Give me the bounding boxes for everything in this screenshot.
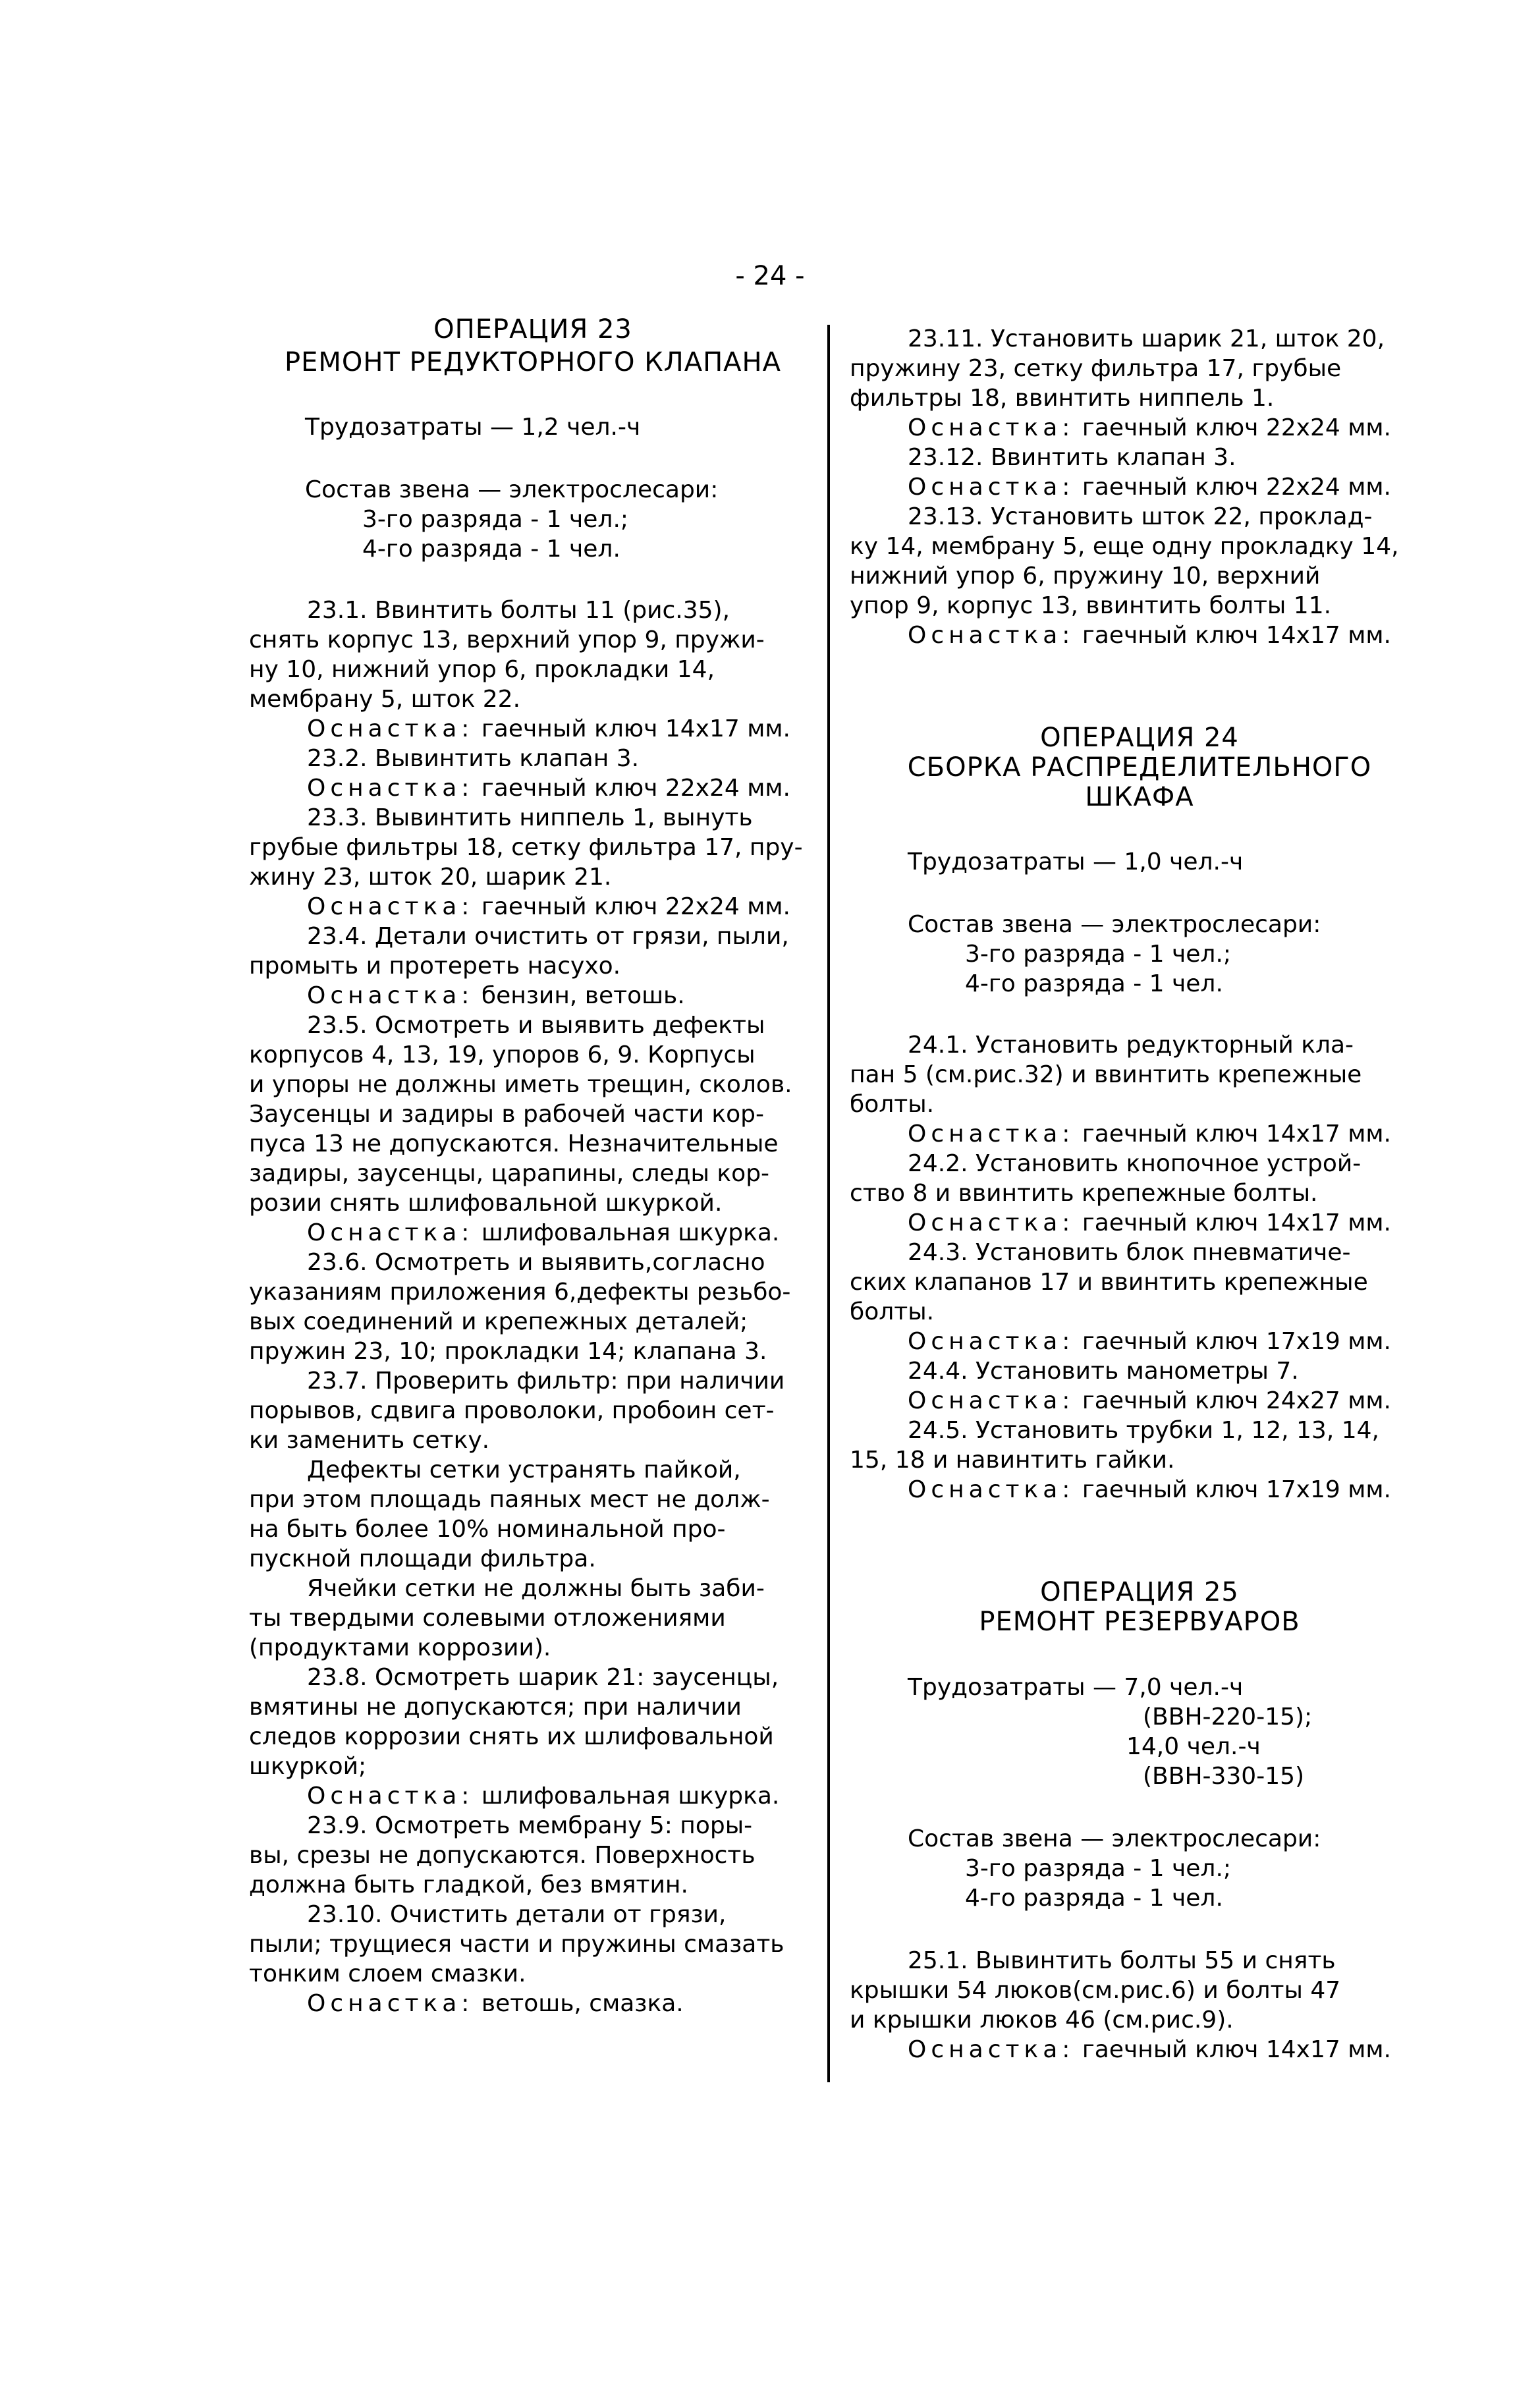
text-line: вых соединений и крепежных деталей; [249, 1308, 748, 1335]
tooling-line [908, 1209, 1391, 1238]
tooling-label: Оснастка: [908, 622, 1075, 649]
text-line: Заусенцы и задиры в рабочей части кор- [249, 1101, 764, 1128]
tooling-value: ветошь, смазка. [481, 1990, 684, 2017]
tooling-value: гаечный ключ 14x17 мм. [1082, 2036, 1391, 2063]
text-line: Дефекты сетки устранять пайкой, [307, 1456, 741, 1483]
tooling-label: Оснастка: [908, 1387, 1075, 1414]
tooling-line [908, 1120, 1391, 1149]
text-line: болты. [850, 1298, 935, 1325]
step-24-4: 24.4. Установить манометры 7. [908, 1358, 1299, 1385]
crew-line: Состав звена — электрослесари: [908, 911, 1321, 938]
crew-grade-3: 3-го разряда - 1 чел.; [362, 506, 629, 533]
tooling-line [908, 621, 1391, 650]
text-line: фильтры 18, ввинтить ниппель 1. [850, 385, 1275, 412]
tooling-label: Оснастка: [307, 775, 474, 802]
tooling-line [307, 982, 685, 1011]
step-24-1: 24.1. Установить редукторный кла- [908, 1032, 1354, 1059]
operation-24-number: ОПЕРАЦИЯ 24 [1040, 723, 1239, 753]
text-line: снять корпус 13, верхний упор 9, пружи- [249, 626, 765, 653]
labor-model-1: (ВВН-220-15); [1143, 1703, 1313, 1731]
tooling-line [307, 774, 790, 803]
column-divider [827, 325, 830, 2082]
step-23-4: 23.4. Детали очистить от грязи, пыли, [307, 923, 789, 950]
text-line: крышки 54 люков(см.рис.6) и болты 47 [850, 1977, 1341, 2004]
tooling-label: Оснастка: [908, 2036, 1075, 2063]
tooling-label: Оснастка: [908, 1328, 1075, 1355]
text-line: (продуктами коррозии). [249, 1634, 551, 1661]
step-23-12: 23.12. Ввинтить клапан 3. [908, 444, 1236, 471]
operation-25-title: РЕМОНТ РЕЗЕРВУАРОВ [979, 1607, 1300, 1637]
step-23-2: 23.2. Вывинтить клапан 3. [307, 745, 640, 772]
step-24-5: 24.5. Установить трубки 1, 12, 13, 14, [908, 1417, 1379, 1444]
text-line: должна быть гладкой, без вмятин. [249, 1871, 688, 1898]
tooling-label: Оснастка: [307, 982, 474, 1009]
text-line: порывов, сдвига проволоки, пробоин сет- [249, 1397, 775, 1424]
tooling-label: Оснастка: [307, 1219, 474, 1246]
crew-grade-4: 4-го разряда - 1 чел. [965, 970, 1223, 997]
tooling-label: Оснастка: [908, 414, 1075, 441]
text-line: Ячейки сетки не должны быть заби- [307, 1575, 765, 1602]
tooling-value: гаечный ключ 17x19 мм. [1082, 1476, 1391, 1503]
text-line: вмятины не допускаются; при наличии [249, 1694, 742, 1721]
tooling-line [908, 1387, 1391, 1416]
text-line: тонким слоем смазки. [249, 1960, 526, 1987]
labor-line: Трудозатраты — 1,0 чел.-ч [908, 848, 1244, 875]
crew-line: Состав звена — электрослесари: [908, 1825, 1321, 1852]
tooling-line [908, 2036, 1391, 2064]
tooling-value: шлифовальная шкурка. [481, 1219, 780, 1246]
tooling-value: гаечный ключ 14x17 мм. [1082, 1209, 1391, 1236]
step-23-3: 23.3. Вывинтить ниппель 1, вынуть [307, 804, 753, 831]
step-23-10: 23.10. Очистить детали от грязи, [307, 1901, 727, 1928]
tooling-value: шлифовальная шкурка. [481, 1783, 780, 1810]
labor-line: Трудозатраты — 1,2 чел.-ч [305, 414, 641, 441]
tooling-line [908, 473, 1391, 502]
text-line: ских клапанов 17 и ввинтить крепежные [850, 1269, 1368, 1296]
step-24-3: 24.3. Установить блок пневматиче- [908, 1239, 1351, 1266]
text-line: и крышки люков 46 (см.рис.9). [850, 2007, 1234, 2034]
tooling-value: гаечный ключ 22x24 мм. [1082, 474, 1391, 501]
text-line: ну 10, нижний упор 6, прокладки 14, [249, 656, 715, 683]
step-25-1: 25.1. Вывинтить болты 55 и снять [908, 1947, 1336, 1974]
step-23-1: 23.1. Ввинтить болты 11 (рис.35), [307, 597, 730, 624]
tooling-label: Оснастка: [307, 1783, 474, 1810]
text-line: шкуркой; [249, 1753, 367, 1780]
step-23-11: 23.11. Установить шарик 21, шток 20, [908, 325, 1385, 352]
tooling-line [307, 1989, 684, 2018]
operation-25-number: ОПЕРАЦИЯ 25 [1040, 1577, 1239, 1607]
text-line: жину 23, шток 20, шарик 21. [249, 864, 612, 891]
tooling-line [908, 414, 1391, 443]
tooling-value: бензин, ветошь. [481, 982, 685, 1009]
text-line: болты. [850, 1091, 935, 1118]
tooling-line [307, 893, 790, 922]
step-23-9: 23.9. Осмотреть мембрану 5: поры- [307, 1812, 753, 1839]
text-line: корпусов 4, 13, 19, упоров 6, 9. Корпусы [249, 1041, 756, 1068]
step-23-7: 23.7. Проверить фильтр: при наличии [307, 1368, 785, 1395]
operation-23-title: РЕМОНТ РЕДУКТОРНОГО КЛАПАНА [285, 347, 781, 377]
tooling-label: Оснастка: [307, 893, 474, 920]
labor-line: Трудозатраты — 7,0 чел.-ч [908, 1674, 1244, 1701]
text-line: 15, 18 и навинтить гайки. [850, 1447, 1175, 1474]
tooling-value: гаечный ключ 22x24 мм. [1082, 414, 1391, 441]
text-line: ты твердыми солевыми отложениями [249, 1605, 726, 1632]
crew-grade-4: 4-го разряда - 1 чел. [362, 536, 620, 563]
tooling-label: Оснастка: [908, 1209, 1075, 1236]
tooling-label: Оснастка: [908, 1121, 1075, 1148]
labor-model-2: (ВВН-330-15) [1143, 1763, 1305, 1790]
tooling-line [307, 1782, 779, 1811]
text-line: при этом площадь паяных мест не долж- [249, 1486, 770, 1513]
page-number: - 24 - [735, 261, 805, 291]
step-23-6: 23.6. Осмотреть и выявить,согласно [307, 1249, 765, 1276]
text-line: грубые фильтры 18, сетку фильтра 17, пру- [249, 834, 803, 861]
tooling-line [307, 1219, 779, 1248]
crew-grade-4: 4-го разряда - 1 чел. [965, 1885, 1223, 1912]
text-line: ство 8 и ввинтить крепежные болты. [850, 1180, 1318, 1207]
operation-23-number: ОПЕРАЦИЯ 23 [433, 314, 632, 345]
text-line: упор 9, корпус 13, ввинтить болты 11. [850, 592, 1332, 619]
tooling-value: гаечный ключ 14x17 мм. [1082, 622, 1391, 649]
text-line: задиры, заусенцы, царапины, следы кор- [249, 1160, 770, 1187]
tooling-value: гаечный ключ 22x24 мм. [481, 893, 790, 920]
text-line: пыли; трущиеся части и пружины смазать [249, 1931, 784, 1958]
text-line: вы, срезы не допускаются. Поверхность [249, 1842, 756, 1869]
labor-line-2: 14,0 чел.-ч [1126, 1733, 1261, 1760]
text-line: пан 5 (см.рис.32) и ввинтить крепежные [850, 1061, 1362, 1088]
text-line: пружину 23, сетку фильтра 17, грубые [850, 355, 1342, 382]
tooling-value: гаечный ключ 24x27 мм. [1082, 1387, 1391, 1414]
tooling-value: гаечный ключ 14x17 мм. [1082, 1121, 1391, 1148]
tooling-line [908, 1476, 1391, 1505]
step-23-5: 23.5. Осмотреть и выявить дефекты [307, 1012, 765, 1039]
tooling-value: гаечный ключ 22x24 мм. [481, 775, 790, 802]
text-line: указаниям приложения 6,дефекты резьбо- [249, 1279, 791, 1306]
crew-grade-3: 3-го разряда - 1 чел.; [965, 941, 1232, 968]
operation-24-title: СБОРКА РАСПРЕДЕЛИТЕЛЬНОГО [907, 752, 1372, 783]
text-line: пускной площади фильтра. [249, 1545, 596, 1572]
text-line: ку 14, мембрану 5, еще одну прокладку 14, [850, 533, 1399, 560]
text-line: следов коррозии снять их шлифовальной [249, 1723, 774, 1750]
tooling-label: Оснастка: [908, 474, 1075, 501]
text-line: на быть более 10% номинальной про- [249, 1516, 726, 1543]
tooling-label: Оснастка: [307, 715, 474, 742]
tooling-line [908, 1327, 1391, 1356]
text-line: нижний упор 6, пружину 10, верхний [850, 563, 1321, 590]
text-line: ки заменить сетку. [249, 1427, 490, 1454]
tooling-label: Оснастка: [307, 1990, 474, 2017]
tooling-label: Оснастка: [908, 1476, 1075, 1503]
text-line: и упоры не должны иметь трещин, сколов. [249, 1071, 792, 1098]
crew-line: Состав звена — электрослесари: [305, 476, 719, 503]
tooling-value: гаечный ключ 17x19 мм. [1082, 1328, 1391, 1355]
step-23-8: 23.8. Осмотреть шарик 21: заусенцы, [307, 1664, 779, 1691]
tooling-line [307, 715, 790, 744]
text-line: пружин 23, 10; прокладки 14; клапана 3. [249, 1338, 767, 1365]
text-line: розии снять шлифовальной шкуркой. [249, 1190, 723, 1217]
text-line: пуса 13 не допускаются. Незначительные [249, 1130, 779, 1157]
step-24-2: 24.2. Установить кнопочное устрой- [908, 1150, 1361, 1177]
text-line: промыть и протереть насухо. [249, 953, 621, 980]
operation-24-title-cont: ШКАФА [1085, 782, 1194, 812]
text-line: мембрану 5, шток 22. [249, 686, 521, 713]
crew-grade-3: 3-го разряда - 1 чел.; [965, 1855, 1232, 1882]
tooling-value: гаечный ключ 14x17 мм. [481, 715, 790, 742]
step-23-13: 23.13. Установить шток 22, проклад- [908, 503, 1373, 530]
